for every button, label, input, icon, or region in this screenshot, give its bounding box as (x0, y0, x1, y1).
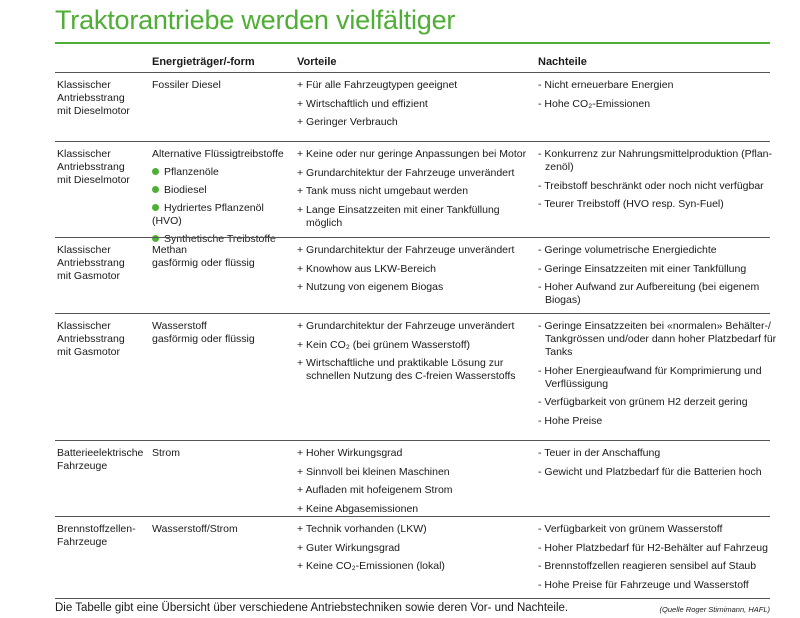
cons-cell (538, 447, 778, 484)
drive-text: Antriebsstrang (57, 333, 125, 345)
drive-text: Antriebsstrang (57, 92, 125, 104)
pro-item: + Guter Wirkungsgrad (297, 541, 401, 554)
green-dot-icon (152, 186, 159, 193)
footer-caption: Die Tabelle gibt eine Übersicht über verschiedene Antriebstechniken sowie deren Vor- und Nachteile. (55, 602, 569, 614)
energy-text: Fossiler Diesel (152, 79, 221, 91)
fuel-item (152, 184, 292, 197)
drive-cell (57, 447, 147, 473)
con-item: - Teuer in der Anschaffung (538, 447, 661, 459)
energy-cell (152, 244, 292, 270)
pro-item: + Kein CO₂ (bei grünem Wasserstoff) (297, 338, 471, 351)
energy-text: gasförmig oder flüssig (152, 257, 255, 269)
header-pros: Vorteile (297, 56, 337, 68)
green-dot-icon (152, 168, 159, 175)
con-item: - Verfügbarkeit von grünem Wasserstoff (538, 523, 723, 535)
pro-item: + Wirtschaftliche und praktikable Lösung zur schnellen Nutzung des C-freien Wasserstoffs (297, 357, 516, 382)
energy-cell (152, 523, 292, 536)
energy-text: gasförmig oder flüssig (152, 333, 255, 345)
drive-text: Klassischer (57, 79, 111, 91)
pro-item: + Für alle Fahrzeugtypen geeignet (297, 79, 458, 91)
drive-text: Klassischer (57, 320, 111, 332)
con-item: - Hoher Aufwand zur Aufbereitung (bei eigenem Biogas) (538, 281, 760, 306)
fuel-item (152, 202, 292, 228)
energy-cell (152, 148, 292, 251)
con-item: - Verfügbarkeit von grünem H2 derzeit gering (538, 396, 748, 408)
drive-cell (57, 244, 147, 283)
cons-cell (538, 523, 778, 597)
pro-item: + Nutzung von eigenem Biogas (297, 281, 444, 293)
table-row (55, 141, 775, 245)
fuel-label: Hydriertes Pflanzenöl (HVO) (152, 202, 264, 227)
cons-cell (538, 148, 778, 217)
fuel-label: Synthetische Treibstoffe (164, 233, 276, 245)
energy-text: Strom (152, 447, 181, 459)
drive-text: Antriebsstrang (57, 161, 125, 173)
pro-item: + Technik vorhanden (LKW) (297, 523, 427, 535)
pro-item: + Grundarchitektur der Fahrzeuge unverändert (297, 244, 515, 256)
pros-cell (297, 320, 535, 389)
energy-text: Alternative Flüssigtreibstoffe (152, 148, 284, 160)
con-item: - Konkurrenz zur Nahrungsmittelproduktion (Pflan- zenöl) (538, 148, 775, 173)
energy-text: Wasserstoff/Strom (152, 523, 238, 535)
title-divider (55, 42, 770, 44)
drive-text: mit Dieselmotor (57, 174, 130, 186)
pro-item: + Keine oder nur geringe Anpassungen bei Motor (297, 148, 527, 160)
con-item: - Nicht erneuerbare Energien (538, 79, 674, 91)
fuel-label: Biodiesel (164, 184, 207, 196)
source-credit: (Quelle Roger Stirnimann, HAFL) (659, 605, 770, 614)
pro-item: + Knowhow aus LKW-Bereich (297, 262, 437, 275)
pros-cell (297, 79, 535, 135)
drive-text: Klassischer (57, 244, 111, 256)
drive-text: Batterieelektrische (57, 447, 144, 459)
pro-item: + Wirtschaftlich und effizient (297, 97, 428, 110)
con-item: - Geringe Einsatzzeiten bei «normalen» Behälter-/ Tankgrössen und/oder dann hoher Platzbedarf für Tanks (538, 320, 777, 358)
con-item: - Geringe volumetrische Energiedichte (538, 244, 717, 256)
pro-item: + Sinnvoll bei kleinen Maschinen (297, 465, 450, 478)
table-row (55, 72, 770, 142)
pro-item: + Geringer Verbrauch (297, 116, 398, 128)
energy-text: Wasserstoff (152, 320, 207, 332)
con-item: - Hohe Preise für Fahrzeuge und Wasserstoff (538, 578, 749, 591)
cons-cell (538, 244, 778, 313)
energy-cell (152, 320, 292, 346)
header-energy: Energieträger/-form (152, 56, 255, 68)
energy-text: Methan (152, 244, 188, 256)
drive-text: mit Gasmotor (57, 346, 121, 358)
pro-item: + Aufladen mit hofeigenem Strom (297, 484, 453, 496)
drive-text: Fahrzeuge (57, 536, 108, 548)
drive-text: Klassischer (57, 148, 111, 160)
pro-item: + Lange Einsatzzeiten mit einer Tankfüllung möglich (297, 203, 500, 229)
pros-cell (297, 447, 535, 521)
pros-cell (297, 523, 535, 579)
page-title: Traktorantriebe werden vielfältiger (55, 5, 456, 35)
footer (55, 598, 770, 614)
pro-item: + Tank muss nicht umgebaut werden (297, 185, 469, 197)
pro-item: + Hoher Wirkungsgrad (297, 447, 403, 459)
con-item: - Gewicht und Platzbedarf für die Batterien hoch (538, 465, 762, 478)
pro-item: + Keine Abgasemissionen (297, 502, 419, 515)
drive-cell (57, 79, 147, 118)
fuel-item (152, 166, 292, 179)
con-item: - Hoher Energieaufwand für Komprimierung und Verflüssigung (538, 364, 762, 390)
drive-text: mit Gasmotor (57, 270, 121, 282)
pros-cell (297, 148, 535, 235)
cons-cell (538, 79, 778, 116)
fuel-label: Pflanzenöle (164, 166, 219, 178)
header-cons: Nachteile (538, 56, 587, 68)
table-row (55, 313, 777, 441)
con-item: - Hohe Preise (538, 414, 603, 427)
energy-cell (152, 79, 292, 92)
green-dot-icon (152, 204, 159, 211)
table-row (55, 440, 770, 517)
con-item: - Hoher Platzbedarf für H2-Behälter auf Fahrzeug (538, 541, 768, 554)
drive-cell (57, 320, 147, 359)
drive-cell (57, 523, 147, 549)
table-row (55, 237, 770, 314)
table-row (55, 516, 770, 599)
drive-cell (57, 148, 147, 187)
con-item: - Brennstoffzellen reagieren sensibel auf Staub (538, 560, 757, 572)
drive-text: Brennstoffzellen- (57, 523, 136, 535)
drive-text: mit Dieselmotor (57, 105, 130, 117)
drive-text: Antriebsstrang (57, 257, 125, 269)
con-item: - Treibstoff beschränkt oder noch nicht verfügbar (538, 179, 764, 192)
con-item: - Teurer Treibstoff (HVO resp. Syn-Fuel) (538, 198, 724, 210)
pro-item: + Keine CO₂-Emissionen (lokal) (297, 560, 445, 572)
con-item: - Geringe Einsatzzeiten mit einer Tankfüllung (538, 262, 747, 275)
pros-cell (297, 244, 535, 300)
drive-text: Fahrzeuge (57, 460, 108, 472)
pro-item: + Grundarchitektur der Fahrzeuge unverändert (297, 166, 515, 179)
energy-cell (152, 447, 292, 460)
pro-item: + Grundarchitektur der Fahrzeuge unverändert (297, 320, 515, 332)
con-item: - Hohe CO₂-Emissionen (538, 97, 651, 110)
cons-cell (538, 320, 778, 433)
